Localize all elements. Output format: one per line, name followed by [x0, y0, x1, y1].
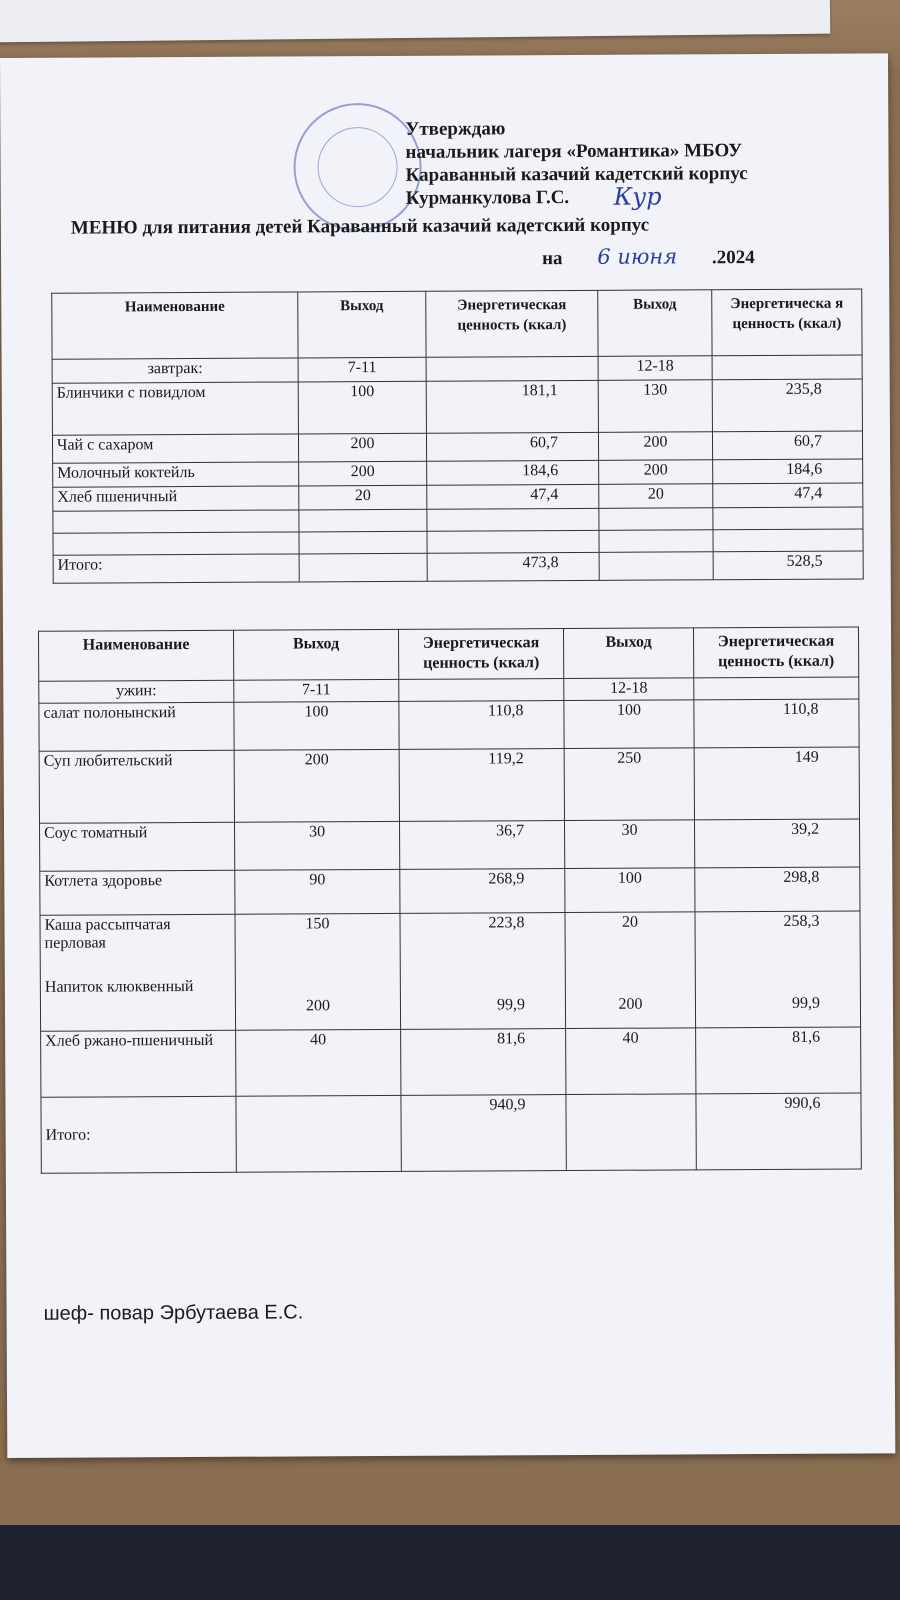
- date-prefix: на: [542, 248, 563, 270]
- total-label: Итого:: [53, 554, 299, 583]
- col-header-yield: Выход: [598, 290, 712, 357]
- approval-line-4: Курманкулова Г.С.: [405, 187, 570, 209]
- energy-value: 184,6: [713, 459, 863, 484]
- approval-line-2: начальник лагеря «Романтика» МБОУ: [405, 140, 743, 163]
- yield-value: 200: [234, 749, 399, 822]
- energy-value: 47,4: [427, 484, 599, 509]
- col-header-energy: Энергетическая ценность (ккал): [398, 629, 563, 680]
- yield-value: 200: [298, 433, 426, 462]
- energy-value: 39,2: [694, 819, 859, 868]
- energy-value: 149: [694, 747, 859, 820]
- table-row: [52, 379, 862, 435]
- yield-value: 100: [234, 701, 399, 750]
- yield-value: 200: [305, 997, 331, 1015]
- energy-value: 235,8: [712, 379, 862, 432]
- total-row: [53, 551, 863, 583]
- dish-name: Хлеб пшеничный: [53, 486, 299, 511]
- table-header-row: [39, 627, 859, 681]
- energy-value: 60,7: [426, 432, 598, 461]
- col-header-yield: Выход: [298, 291, 426, 358]
- approval-line-3: Караванный казачий кадетский корпус: [405, 163, 748, 186]
- col-header-yield: Выход: [233, 629, 398, 680]
- dish-name: Соус томатный: [40, 822, 235, 871]
- date-handwritten: 6 июня: [597, 244, 678, 269]
- chef-signature-line: шеф- повар Эрбутаева Е.С.: [43, 1301, 304, 1325]
- yield-value: 200: [618, 995, 643, 1013]
- age-group: 12-18: [598, 356, 712, 381]
- col-header-energy: Энергетическая ценность (ккал): [426, 290, 598, 357]
- energy-value: 99,9: [791, 994, 821, 1012]
- energy-value: 81,6: [696, 1027, 861, 1094]
- energy-value: 184,6: [427, 460, 599, 485]
- energy-value: 36,7: [400, 821, 565, 870]
- yield-value: 100: [564, 700, 694, 749]
- energy-value: 181,1: [426, 380, 598, 433]
- col-header-energy: Энергетическа я ценность (ккал): [712, 289, 862, 356]
- col-header-name: Наименование: [52, 292, 298, 359]
- table-row: [41, 1027, 861, 1097]
- energy-value: 110,8: [399, 701, 564, 750]
- col-header-name: Наименование: [39, 630, 234, 681]
- yield-value: 30: [565, 820, 695, 869]
- total-value: 473,8: [427, 552, 599, 581]
- dish-name: Котлета здоровье: [40, 870, 235, 915]
- desk-dark-edge: [0, 1525, 900, 1600]
- meal-label: ужин:: [39, 680, 234, 703]
- dish-name: Хлеб ржано-пшеничный: [41, 1030, 236, 1097]
- dish-name: Суп любительский: [39, 750, 234, 823]
- total-value: 528,5: [713, 551, 863, 580]
- yield-value: 40: [236, 1029, 401, 1096]
- stamp-inner-ring: [317, 127, 397, 207]
- yield-value: 30: [235, 821, 400, 870]
- yield-value: 20: [299, 485, 427, 510]
- energy-value: 47,4: [713, 483, 863, 508]
- energy-value: 60,7: [712, 431, 862, 460]
- approval-block: [405, 116, 748, 210]
- table-header-row: [52, 289, 862, 359]
- energy-value: 81,6: [401, 1029, 566, 1096]
- total-row: [41, 1093, 861, 1173]
- energy-value: 119,2: [399, 749, 564, 822]
- table-row: [39, 747, 859, 823]
- col-header-yield: Выход: [563, 628, 693, 679]
- age-group: 12-18: [564, 678, 694, 701]
- round-stamp-icon: [293, 103, 422, 232]
- yield-value: 150: [305, 915, 330, 933]
- total-value: 940,9: [401, 1095, 566, 1172]
- energy-value: 99,9: [496, 996, 526, 1014]
- date-line: [542, 244, 755, 270]
- dish-name: Каша рассыпчатая перловая: [44, 916, 171, 952]
- yield-value: 100: [298, 381, 426, 434]
- yield-value: 20: [599, 484, 713, 509]
- signature: Кур: [613, 182, 662, 211]
- dish-name: Блинчики с повидлом: [52, 382, 298, 435]
- energy-value: 268,9: [400, 869, 565, 914]
- table-row: [40, 867, 860, 915]
- col-header-energy: Энергетическая ценность (ккал): [693, 627, 858, 678]
- yield-value: 130: [598, 380, 712, 433]
- dish-name: Молочный коктейль: [53, 462, 299, 487]
- approval-line-1: Утверждаю: [405, 118, 506, 140]
- dish-name: Напиток клюквенный: [44, 977, 194, 996]
- yield-value: 250: [564, 748, 694, 821]
- yield-value: 200: [299, 461, 427, 486]
- table-row: [40, 819, 860, 871]
- meal-label: завтрак:: [52, 358, 298, 383]
- date-year: .2024: [711, 247, 755, 269]
- yield-value: 40: [566, 1028, 696, 1095]
- yield-value: 200: [599, 460, 713, 485]
- age-group: 7-11: [298, 357, 426, 382]
- yield-value: 100: [565, 868, 695, 913]
- yield-value: 20: [621, 913, 639, 931]
- table-row: [40, 911, 861, 1031]
- table-row: [39, 699, 859, 751]
- age-group: 7-11: [234, 679, 399, 702]
- dish-name: салат полонынский: [39, 702, 234, 751]
- dish-name: Чай с сахаром: [52, 434, 298, 463]
- menu-sheet: [0, 53, 895, 1458]
- breakfast-table: [51, 288, 864, 583]
- dinner-table: [38, 627, 862, 1174]
- yield-value: 90: [235, 869, 400, 914]
- energy-value: 110,8: [694, 699, 859, 748]
- yield-value: 200: [598, 432, 712, 461]
- total-value: 990,6: [696, 1093, 861, 1170]
- page-title: МЕНЮ для питания детей Караванный казачий кадетский корпус: [70, 214, 650, 239]
- energy-value: 298,8: [695, 867, 860, 912]
- total-label: Итого:: [41, 1096, 236, 1173]
- table-row: [52, 431, 862, 463]
- energy-value: 223,8: [488, 914, 525, 932]
- energy-value: 258,3: [783, 912, 820, 930]
